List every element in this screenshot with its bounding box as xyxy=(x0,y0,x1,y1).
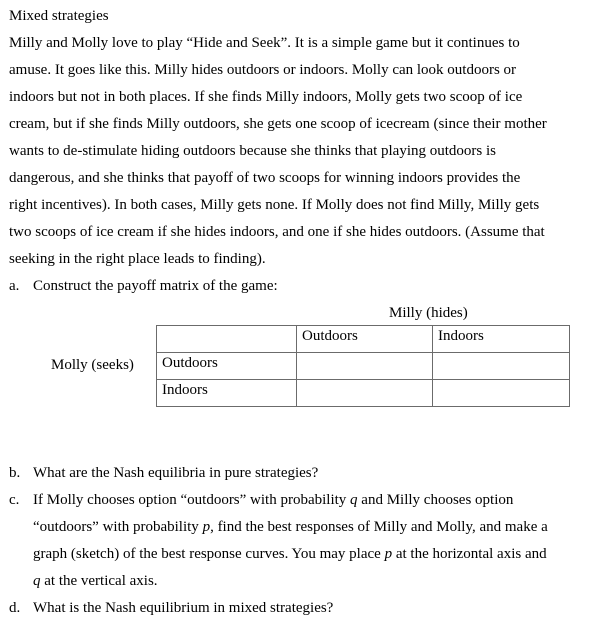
payoff-cell xyxy=(433,380,570,407)
paragraph-line: two scoops of ice cream if she hides indoors, and one if she hides outdoors. (Assume that xyxy=(9,224,545,240)
table-row xyxy=(157,380,570,407)
paragraph-line: seeking in the right place leads to finding). xyxy=(9,251,266,267)
col-header-indoors: Indoors xyxy=(433,326,570,353)
col-player-label: Milly (hides) xyxy=(389,305,468,321)
paragraph-line: wants to de-stimulate hiding outdoors because she thinks that playing outdoors is xyxy=(9,143,497,159)
question-c xyxy=(9,487,605,595)
question-c-line xyxy=(9,514,605,541)
variable-p: p xyxy=(384,546,393,562)
payoff-cell xyxy=(433,353,570,380)
paragraph-line: indoors but not in both places. If she finds Milly indoors, Molly gets two scoop of ice xyxy=(9,89,523,105)
payoff-table xyxy=(156,325,570,407)
paragraph-line: cream, but if she finds Milly outdoors, she gets one scoop of icecream (since their mother xyxy=(9,116,547,132)
corner-cell xyxy=(157,326,297,353)
question-text: What is the Nash equilibrium in mixed strategies? xyxy=(33,600,334,616)
variable-p: p xyxy=(202,519,211,535)
question-c-line xyxy=(9,568,605,595)
paragraph-line: right incentives). In both cases, Milly gets none. If Molly does not find Milly, Milly gets xyxy=(9,197,540,213)
variable-q: q xyxy=(33,573,41,589)
question-text: and Milly chooses option xyxy=(357,492,514,508)
problem-paragraph xyxy=(9,30,605,273)
question-text: If Molly chooses option “outdoors” with probability xyxy=(33,492,351,508)
row-header-indoors: Indoors xyxy=(157,380,297,407)
question-c-line xyxy=(9,487,605,514)
table-row xyxy=(157,326,570,353)
question-b xyxy=(9,460,605,487)
payoff-cell xyxy=(297,380,433,407)
document-body xyxy=(9,3,605,622)
question-marker: a. xyxy=(9,278,20,294)
question-text: Construct the payoff matrix of the game: xyxy=(33,278,278,294)
payoff-cell xyxy=(297,353,433,380)
paragraph-line: amuse. It goes like this. Milly hides outdoors or indoors. Molly can look outdoors or xyxy=(9,62,517,78)
payoff-matrix-area xyxy=(9,300,605,460)
variable-q: q xyxy=(350,492,358,508)
question-text: , find the best responses of Milly and Molly, and make a xyxy=(210,519,548,535)
question-text: “outdoors” with probability xyxy=(33,519,203,535)
question-text: graph (sketch) of the best response curves. You may place xyxy=(33,546,385,562)
question-text: at the horizontal axis and xyxy=(392,546,547,562)
question-marker: c. xyxy=(9,492,20,508)
table-row xyxy=(157,353,570,380)
question-d xyxy=(9,595,605,622)
col-header-outdoors: Outdoors xyxy=(297,326,433,353)
question-marker: b. xyxy=(9,465,21,481)
question-text: What are the Nash equilibria in pure strategies? xyxy=(33,465,319,481)
row-header-outdoors: Outdoors xyxy=(157,353,297,380)
question-marker: d. xyxy=(9,600,21,616)
question-a xyxy=(9,273,605,300)
question-c-line xyxy=(9,541,605,568)
question-text: at the vertical axis. xyxy=(40,573,158,589)
paragraph-line: dangerous, and she thinks that payoff of two scoops for winning indoors provides the xyxy=(9,170,521,186)
paragraph-line: Milly and Molly love to play “Hide and Seek”. It is a simple game but it continues to xyxy=(9,35,520,51)
section-title: Mixed strategies xyxy=(9,8,109,24)
row-player-label: Molly (seeks) xyxy=(51,357,134,373)
